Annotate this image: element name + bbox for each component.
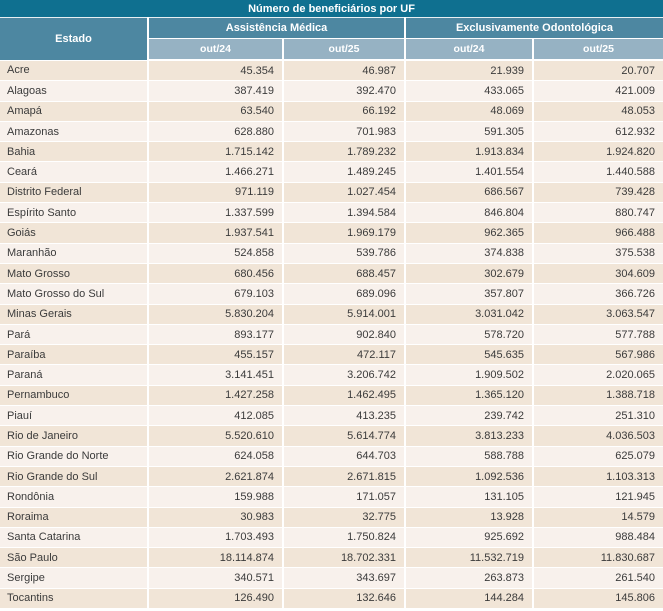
cell-value: 625.079 xyxy=(533,446,663,466)
cell-value: 1.401.554 xyxy=(405,162,533,182)
cell-value: 1.337.599 xyxy=(148,203,283,223)
cell-value: 11.830.687 xyxy=(533,548,663,568)
cell-value: 3.063.547 xyxy=(533,304,663,324)
cell-estado: São Paulo xyxy=(0,548,148,568)
cell-value: 3.813.233 xyxy=(405,426,533,446)
cell-value: 4.036.503 xyxy=(533,426,663,446)
cell-value: 1.715.142 xyxy=(148,142,283,162)
cell-value: 1.027.454 xyxy=(283,182,405,202)
cell-value: 1.365.120 xyxy=(405,385,533,405)
cell-value: 966.488 xyxy=(533,223,663,243)
cell-value: 131.105 xyxy=(405,487,533,507)
cell-estado: Rio Grande do Sul xyxy=(0,466,148,486)
cell-value: 644.703 xyxy=(283,446,405,466)
table-row xyxy=(0,487,663,507)
title-row xyxy=(0,0,663,18)
cell-value: 1.789.232 xyxy=(283,142,405,162)
cell-value: 159.988 xyxy=(148,487,283,507)
cell-value: 1.924.820 xyxy=(533,142,663,162)
table-body xyxy=(0,60,663,608)
cell-value: 3.206.742 xyxy=(283,365,405,385)
cell-value: 5.520.610 xyxy=(148,426,283,446)
cell-estado: Bahia xyxy=(0,142,148,162)
cell-value: 48.069 xyxy=(405,101,533,121)
cell-value: 5.614.774 xyxy=(283,426,405,446)
cell-value: 624.058 xyxy=(148,446,283,466)
cell-value: 144.284 xyxy=(405,588,533,608)
table-row xyxy=(0,548,663,568)
cell-estado: Distrito Federal xyxy=(0,182,148,202)
cell-value: 577.788 xyxy=(533,324,663,344)
group-header-row xyxy=(0,18,663,39)
cell-value: 455.157 xyxy=(148,345,283,365)
cell-value: 686.567 xyxy=(405,182,533,202)
cell-value: 612.932 xyxy=(533,121,663,141)
cell-value: 126.490 xyxy=(148,588,283,608)
table-title: Número de beneficiários por UF xyxy=(0,0,663,18)
cell-value: 524.858 xyxy=(148,243,283,263)
cell-value: 2.020.065 xyxy=(533,365,663,385)
cell-estado: Mato Grosso do Sul xyxy=(0,284,148,304)
cell-value: 302.679 xyxy=(405,263,533,283)
table-row xyxy=(0,60,663,81)
cell-value: 701.983 xyxy=(283,121,405,141)
col-header-estado: Estado xyxy=(0,18,148,61)
cell-value: 2.621.874 xyxy=(148,466,283,486)
cell-value: 46.987 xyxy=(283,60,405,81)
cell-value: 2.671.815 xyxy=(283,466,405,486)
cell-value: 1.462.495 xyxy=(283,385,405,405)
table-row xyxy=(0,507,663,527)
table-row xyxy=(0,304,663,324)
cell-value: 545.635 xyxy=(405,345,533,365)
table-row xyxy=(0,446,663,466)
cell-value: 971.119 xyxy=(148,182,283,202)
cell-value: 880.747 xyxy=(533,203,663,223)
cell-estado: Rondônia xyxy=(0,487,148,507)
table-row xyxy=(0,426,663,446)
col-header-am-out24: out/24 xyxy=(148,39,283,61)
cell-value: 392.470 xyxy=(283,81,405,101)
cell-value: 11.532.719 xyxy=(405,548,533,568)
cell-estado: Rio de Janeiro xyxy=(0,426,148,446)
cell-value: 5.914.001 xyxy=(283,304,405,324)
cell-value: 472.117 xyxy=(283,345,405,365)
cell-value: 893.177 xyxy=(148,324,283,344)
cell-value: 1.750.824 xyxy=(283,527,405,547)
cell-estado: Alagoas xyxy=(0,81,148,101)
cell-value: 251.310 xyxy=(533,406,663,426)
cell-estado: Paraíba xyxy=(0,345,148,365)
table-row xyxy=(0,162,663,182)
cell-value: 689.096 xyxy=(283,284,405,304)
cell-value: 988.484 xyxy=(533,527,663,547)
cell-value: 121.945 xyxy=(533,487,663,507)
cell-value: 66.192 xyxy=(283,101,405,121)
cell-estado: Sergipe xyxy=(0,568,148,588)
cell-value: 591.305 xyxy=(405,121,533,141)
cell-estado: Piauí xyxy=(0,406,148,426)
cell-value: 1.427.258 xyxy=(148,385,283,405)
table-row xyxy=(0,81,663,101)
cell-value: 1.092.536 xyxy=(405,466,533,486)
cell-value: 925.692 xyxy=(405,527,533,547)
cell-value: 132.646 xyxy=(283,588,405,608)
cell-estado: Rio Grande do Norte xyxy=(0,446,148,466)
table-row xyxy=(0,406,663,426)
table-row xyxy=(0,466,663,486)
cell-estado: Minas Gerais xyxy=(0,304,148,324)
cell-value: 340.571 xyxy=(148,568,283,588)
cell-value: 846.804 xyxy=(405,203,533,223)
cell-value: 32.775 xyxy=(283,507,405,527)
cell-estado: Santa Catarina xyxy=(0,527,148,547)
cell-value: 5.830.204 xyxy=(148,304,283,324)
cell-value: 304.609 xyxy=(533,263,663,283)
cell-value: 578.720 xyxy=(405,324,533,344)
cell-value: 1.388.718 xyxy=(533,385,663,405)
cell-value: 263.873 xyxy=(405,568,533,588)
table-row xyxy=(0,527,663,547)
cell-estado: Paraná xyxy=(0,365,148,385)
cell-value: 567.986 xyxy=(533,345,663,365)
col-header-am-out25: out/25 xyxy=(283,39,405,61)
cell-value: 421.009 xyxy=(533,81,663,101)
cell-estado: Espírito Santo xyxy=(0,203,148,223)
cell-estado: Pernambuco xyxy=(0,385,148,405)
cell-value: 63.540 xyxy=(148,101,283,121)
table-row xyxy=(0,121,663,141)
cell-value: 1.489.245 xyxy=(283,162,405,182)
cell-estado: Amazonas xyxy=(0,121,148,141)
cell-value: 357.807 xyxy=(405,284,533,304)
cell-value: 374.838 xyxy=(405,243,533,263)
cell-value: 375.538 xyxy=(533,243,663,263)
table-row xyxy=(0,385,663,405)
cell-value: 261.540 xyxy=(533,568,663,588)
cell-estado: Amapá xyxy=(0,101,148,121)
cell-value: 412.085 xyxy=(148,406,283,426)
cell-estado: Tocantins xyxy=(0,588,148,608)
cell-value: 239.742 xyxy=(405,406,533,426)
cell-estado: Roraima xyxy=(0,507,148,527)
cell-value: 343.697 xyxy=(283,568,405,588)
table-row xyxy=(0,263,663,283)
cell-value: 20.707 xyxy=(533,60,663,81)
cell-value: 679.103 xyxy=(148,284,283,304)
table-row xyxy=(0,223,663,243)
cell-value: 18.702.331 xyxy=(283,548,405,568)
cell-value: 14.579 xyxy=(533,507,663,527)
cell-value: 680.456 xyxy=(148,263,283,283)
cell-value: 1.909.502 xyxy=(405,365,533,385)
table-row xyxy=(0,345,663,365)
cell-value: 902.840 xyxy=(283,324,405,344)
table-row xyxy=(0,101,663,121)
cell-value: 688.457 xyxy=(283,263,405,283)
cell-value: 433.065 xyxy=(405,81,533,101)
cell-estado: Ceará xyxy=(0,162,148,182)
table-row xyxy=(0,203,663,223)
cell-value: 18.114.874 xyxy=(148,548,283,568)
table-row xyxy=(0,243,663,263)
cell-value: 1.440.588 xyxy=(533,162,663,182)
cell-value: 1.969.179 xyxy=(283,223,405,243)
cell-value: 1.703.493 xyxy=(148,527,283,547)
cell-value: 30.983 xyxy=(148,507,283,527)
cell-value: 1.937.541 xyxy=(148,223,283,243)
cell-estado: Maranhão xyxy=(0,243,148,263)
cell-value: 628.880 xyxy=(148,121,283,141)
cell-value: 48.053 xyxy=(533,101,663,121)
cell-value: 1.394.584 xyxy=(283,203,405,223)
table-row xyxy=(0,182,663,202)
col-group-exclusivamente-odontologica: Exclusivamente Odontológica xyxy=(405,18,663,39)
table-row xyxy=(0,365,663,385)
cell-value: 739.428 xyxy=(533,182,663,202)
cell-value: 962.365 xyxy=(405,223,533,243)
table-row xyxy=(0,284,663,304)
cell-value: 145.806 xyxy=(533,588,663,608)
table-row xyxy=(0,142,663,162)
table-row xyxy=(0,588,663,608)
cell-value: 171.057 xyxy=(283,487,405,507)
cell-value: 366.726 xyxy=(533,284,663,304)
col-group-assistencia-medica: Assistência Médica xyxy=(148,18,405,39)
cell-estado: Mato Grosso xyxy=(0,263,148,283)
table-header xyxy=(0,0,663,60)
cell-estado: Pará xyxy=(0,324,148,344)
cell-value: 1.103.313 xyxy=(533,466,663,486)
cell-value: 413.235 xyxy=(283,406,405,426)
col-header-eo-out25: out/25 xyxy=(533,39,663,61)
cell-value: 588.788 xyxy=(405,446,533,466)
cell-estado: Goiás xyxy=(0,223,148,243)
cell-value: 3.141.451 xyxy=(148,365,283,385)
cell-estado: Acre xyxy=(0,60,148,81)
cell-value: 21.939 xyxy=(405,60,533,81)
table-row xyxy=(0,568,663,588)
cell-value: 13.928 xyxy=(405,507,533,527)
col-header-eo-out24: out/24 xyxy=(405,39,533,61)
table-row xyxy=(0,324,663,344)
cell-value: 539.786 xyxy=(283,243,405,263)
cell-value: 1.466.271 xyxy=(148,162,283,182)
cell-value: 387.419 xyxy=(148,81,283,101)
cell-value: 45.354 xyxy=(148,60,283,81)
cell-value: 1.913.834 xyxy=(405,142,533,162)
cell-value: 3.031.042 xyxy=(405,304,533,324)
